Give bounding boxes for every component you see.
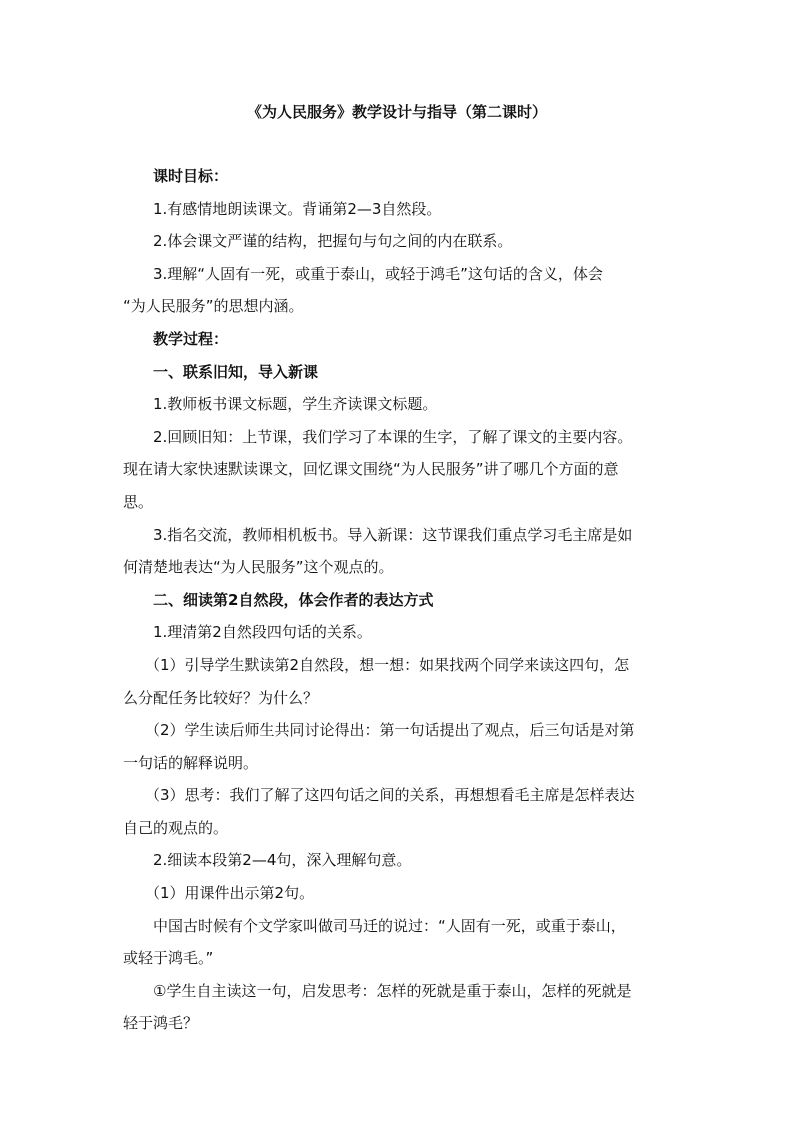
section-heading: 课时目标：	[153, 167, 229, 185]
section-heading: 一、联系旧知，导入新课	[153, 362, 319, 381]
text-line: 3.指名交流，教师相机板书。导入新课：这节课我们重点学习毛主席是如	[153, 525, 633, 544]
text-line: 2.回顾旧知：上节课，我们学习了本课的生字，了解了课文的主要内容。	[153, 427, 633, 446]
text-line: 轻于鸿毛？	[123, 1014, 199, 1033]
text-line: （1）用课件出示第2句。	[145, 884, 315, 903]
text-line: 中国古时候有个文学家叫做司马迁的说过：“人固有一死，或重于泰山，	[153, 916, 626, 935]
text-line: 2.体会课文严谨的结构，把握句与句之间的内在联系。	[153, 232, 513, 251]
text-line: ①学生自主读这一句，启发思考：怎样的死就是重于泰山，怎样的死就是	[153, 981, 632, 1000]
text-line: 思。	[123, 492, 154, 511]
text-line: 1.教师板书课文标题，学生齐读课文标题。	[153, 395, 438, 414]
text-line: 1.有感情地朗读课文。背诵第2—3自然段。	[153, 199, 442, 218]
paragraph-lines	[123, 160, 675, 1040]
text-line: 自己的观点的。	[123, 818, 229, 837]
document-title: 《为人民服务》教学设计与指导（第二课时）	[246, 103, 547, 121]
text-line: 3.理解“人固有一死，或重于泰山，或轻于鸿毛”这句话的含义，体会	[153, 264, 603, 283]
section-heading: 教学过程：	[153, 329, 229, 348]
text-line: 2.细读本段第2—4句，深入理解句意。	[153, 851, 412, 870]
text-line: 何清楚地表达“为人民服务”这个观点的。	[123, 558, 394, 577]
text-line: （2）学生读后师生共同讨论得出：第一句话提出了观点，后三句话是对第	[145, 721, 635, 740]
text-line: 现在请大家快速默读课文，回忆课文围绕“为人民服务”讲了哪几个方面的意	[123, 460, 619, 479]
document-body	[123, 160, 675, 1040]
text-line: “为人民服务”的思想内涵。	[123, 297, 304, 316]
text-line: 么分配任务比较好？为什么？	[123, 688, 319, 707]
text-line: 或轻于鸿毛。”	[123, 949, 214, 968]
section-heading: 二、细读第2自然段，体会作者的表达方式	[153, 590, 434, 609]
text-line: 1.理清第2自然段四句话的关系。	[153, 623, 372, 642]
text-line: （1）引导学生默读第2自然段，想一想：如果找两个同学来读这四句，怎	[145, 655, 630, 674]
text-line: 一句话的解释说明。	[123, 753, 259, 772]
text-line: （3）思考：我们了解了这四句话之间的关系，再想想看毛主席是怎样表达	[145, 786, 635, 805]
